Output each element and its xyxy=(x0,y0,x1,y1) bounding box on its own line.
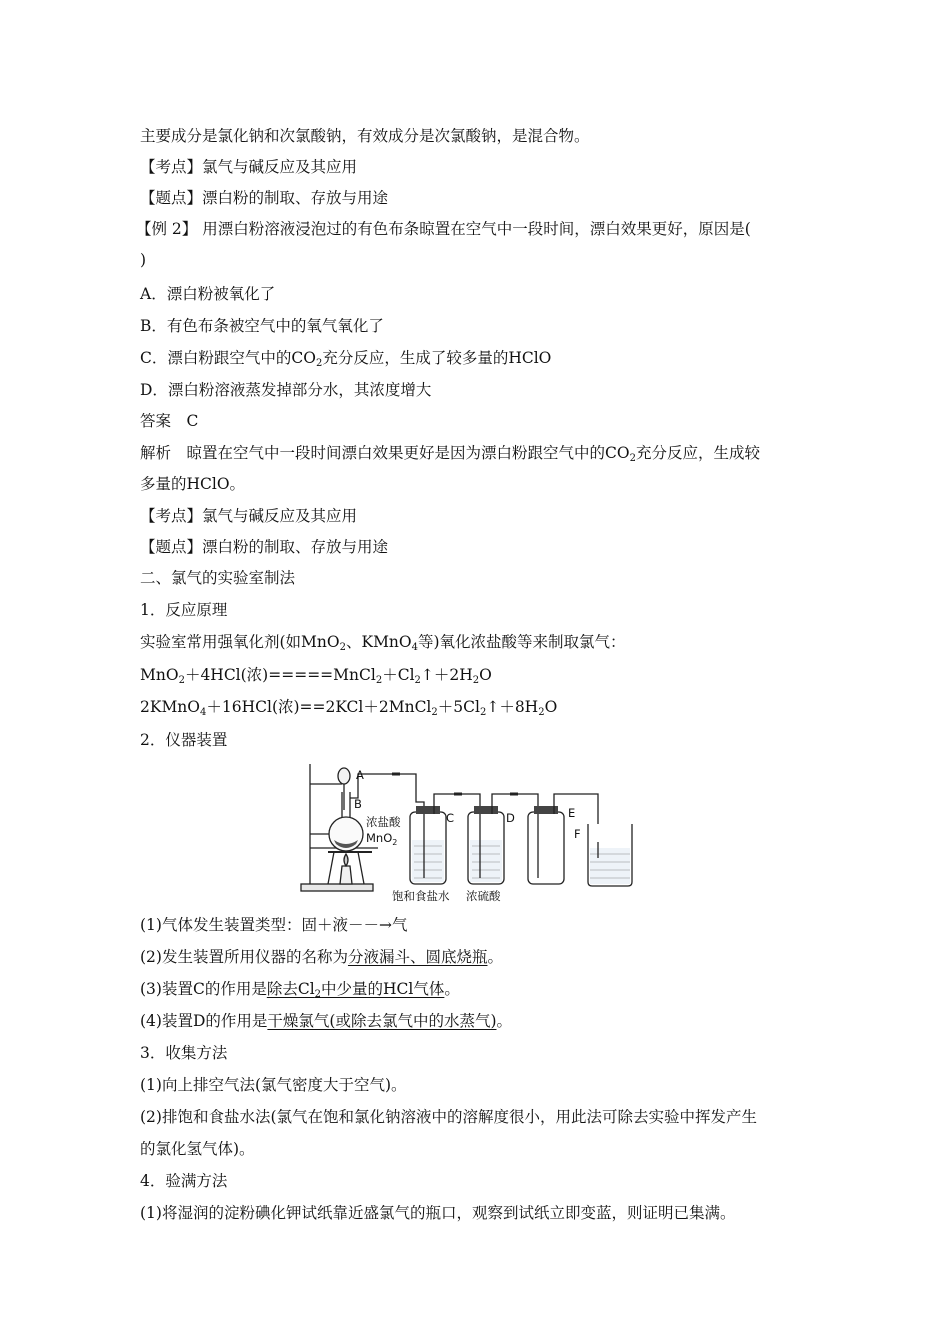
subsection-heading: 1．反应原理 xyxy=(140,601,228,619)
analysis-line: 解析 晾置在空气中一段时间漂白效果更好是因为漂白粉跟空气中的$CO_2$充分反应，生成较 xyxy=(140,444,760,464)
tidian-label: 【题点】漂白粉的制取、存放与用途 xyxy=(140,189,389,207)
text-line: 主要成分是氯化钠和次氯酸钠，有效成分是次氯酸钠，是混合物。 xyxy=(140,127,590,145)
text-line: ) xyxy=(140,251,147,269)
kaodian-label: 【考点】氯气与碱反应及其应用 xyxy=(140,507,358,525)
apparatus-diagram xyxy=(298,762,640,902)
text-line: (4)装置D的作用是干燥氯气(或除去氯气中的水蒸气)。 xyxy=(140,1012,513,1030)
text-line: (1)气体发生装置类型：固＋液－－→气 xyxy=(140,916,408,934)
tidian-label: 【题点】漂白粉的制取、存放与用途 xyxy=(140,538,389,556)
example-question: 【例 2】 用漂白粉溶液浸泡过的有色布条晾置在空气中一段时间，漂白效果更好，原因是( xyxy=(136,220,751,238)
option-b: B．有色布条被空气中的氧气氧化了 xyxy=(140,317,384,335)
label-mno2: MnO$_2$ xyxy=(366,831,398,847)
label-conc-h2so4: 浓硫酸 xyxy=(466,889,501,902)
subsection-heading: 4．验满方法 xyxy=(140,1172,228,1190)
text-line: (1)向上排空气法(氯气密度大于空气)。 xyxy=(140,1076,407,1094)
label-f: F xyxy=(574,827,581,841)
text-line: 的氯化氢气体)。 xyxy=(140,1140,255,1158)
label-a: A xyxy=(356,768,364,782)
section-heading: 二、氯气的实验室制法 xyxy=(140,569,296,587)
answer: 答案 C xyxy=(140,412,199,430)
label-conc-hcl: 浓盐酸 xyxy=(366,815,401,829)
kaodian-label: 【考点】氯气与碱反应及其应用 xyxy=(140,158,358,176)
subsection-heading: 3．收集方法 xyxy=(140,1044,228,1062)
equation: MnO$_2$＋4HCl(浓)$=====MnCl_2+Cl_2↑+2H_2O$ xyxy=(140,666,492,686)
subsection-heading: 2．仪器装置 xyxy=(140,731,228,749)
text-line: 实验室常用强氧化剂(如MnO$_2$、KMnO$_4$等)氧化浓盐酸等来制取氯气： xyxy=(140,633,626,653)
analysis-line: 多量的HClO。 xyxy=(140,475,246,493)
text-line: (3)装置C的作用是除去$Cl_2$中少量的HCl气体。 xyxy=(140,980,460,1000)
label-saturated-brine: 饱和食盐水 xyxy=(392,889,450,902)
option-a: A．漂白粉被氧化了 xyxy=(140,285,276,303)
text-line: (2)排饱和食盐水法(氯气在饱和氯化钠溶液中的溶解度很小，用此法可除去实验中挥发产生 xyxy=(140,1108,758,1126)
text-line: (2)发生装置所用仪器的名称为分液漏斗、圆底烧瓶。 xyxy=(140,948,503,966)
equation: 2KMnO$_4$＋16HCl(浓)$==2KCl+2MnCl_2+5Cl_2↑+8H_2O$ xyxy=(140,698,558,718)
label-d: D xyxy=(506,811,515,825)
label-c: C xyxy=(446,811,455,825)
option-d: D．漂白粉溶液蒸发掉部分水，其浓度增大 xyxy=(140,381,432,399)
label-e: E xyxy=(568,806,576,820)
text-line: (1)将湿润的淀粉碘化钾试纸靠近盛氯气的瓶口，观察到试纸立即变蓝，则证明已集满。 xyxy=(140,1204,736,1222)
option-c: C．漂白粉跟空气中的$CO_2$充分反应，生成了较多量的HClO xyxy=(140,349,552,369)
label-b: B xyxy=(354,797,362,811)
